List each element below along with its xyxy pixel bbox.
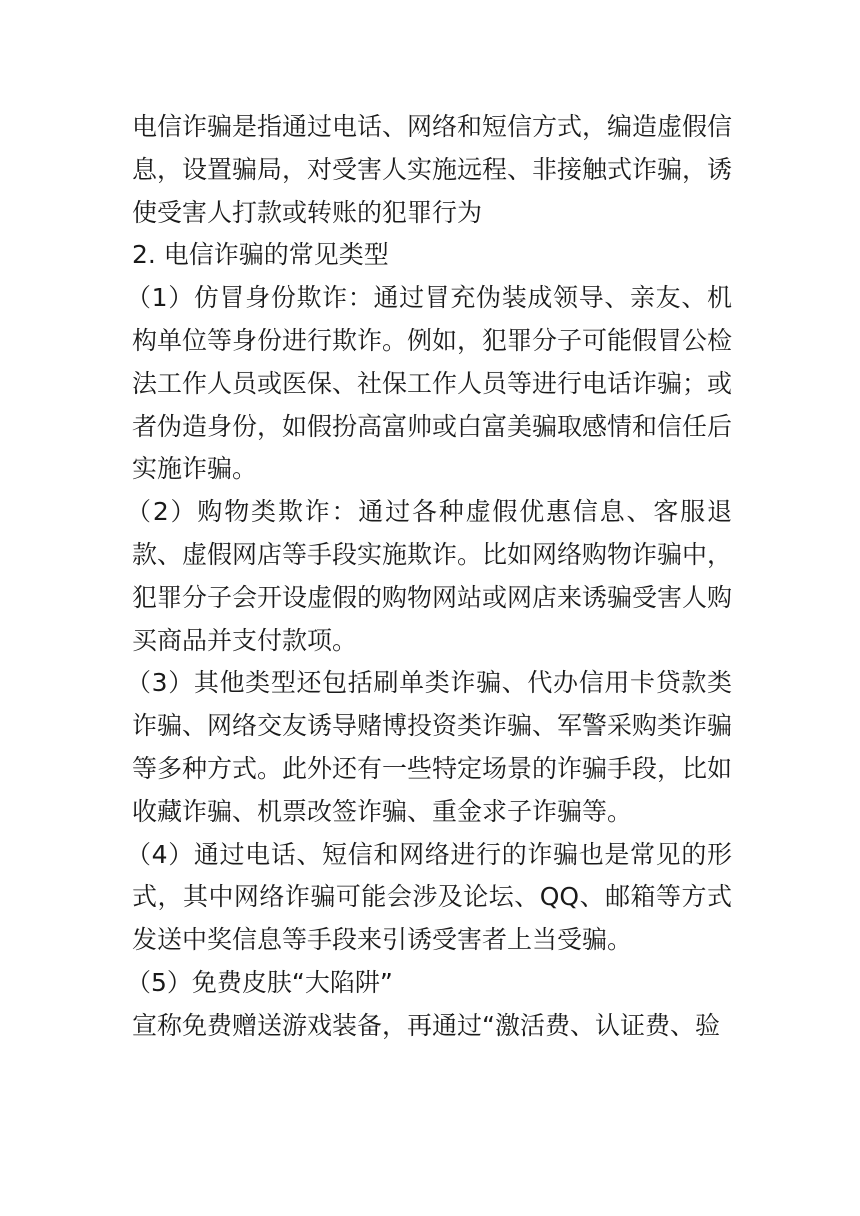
section-heading: 2. 电信诈骗的常见类型 xyxy=(132,240,389,270)
paragraph-type-5-body: 宣称免费赠送游戏装备，再通过“激活费、认证费、验 xyxy=(132,1010,720,1040)
document-body xyxy=(126,106,733,1048)
paragraph-type-2: （2）购物类欺诈：通过各种虚假优惠信息、客服退款、虚假网店等手段实施欺诈。比如网络购物诈骗中，犯罪分子会开设虚假的购物网站或网店来诱骗受害人购买商品并支付款项。 xyxy=(126,497,733,655)
paragraph-type-5-heading: （5）免费皮肤“大陷阱” xyxy=(126,967,393,997)
paragraph-definition: 电信诈骗是指通过电话、网络和短信方式，编造虚假信息，设置骗局，对受害人实施远程、非接触式诈骗，诱使受害人打款或转账的犯罪行为 xyxy=(132,112,733,227)
paragraph-type-3: （3）其他类型还包括刷单类诈骗、代办信用卡贷款类诈骗、网络交友诱导赌博投资类诈骗、军警采购类诈骗等多种方式。此外还有一些特定场景的诈骗手段，比如收藏诈骗、机票改签诈骗、重金求子诈骗等。 xyxy=(126,668,733,826)
paragraph-type-1: （1）仿冒身份欺诈：通过冒充伪装成领导、亲友、机构单位等身份进行欺诈。例如，犯罪分子可能假冒公检法工作人员或医保、社保工作人员等进行电话诈骗；或者伪造身份，如假扮高富帅或白富美骗取感情和信任后实施诈骗。 xyxy=(126,283,733,484)
paragraph-type-4: （4）通过电话、短信和网络进行的诈骗也是常见的形式，其中网络诈骗可能会涉及论坛、QQ、邮箱等方式发送中奖信息等手段来引诱受害者上当受骗。 xyxy=(126,839,732,955)
